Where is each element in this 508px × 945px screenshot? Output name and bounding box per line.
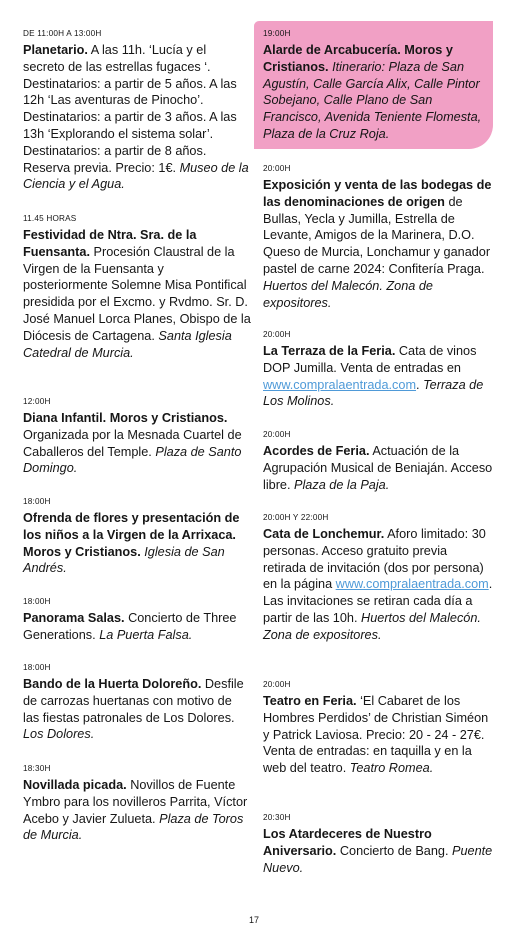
- ticket-link[interactable]: www.compralaentrada.com: [263, 377, 417, 392]
- event-desc: [263, 443, 493, 493]
- event-place: Terraza de Los Molinos.: [263, 377, 484, 409]
- event-time: 20:00H: [263, 430, 291, 439]
- event-atardeceres: [263, 813, 493, 876]
- event-body: de Bullas, Yecla y Jumilla, Estrella de Levante, Amigos de la Marinera, D.O. Queso de Murcia, Lonchamur y ganador pastel de carne 2024: Confitería Praga.: [263, 194, 491, 276]
- event-time: 20:30H: [263, 813, 291, 822]
- event-place: Museo de la Ciencia y el Agua.: [23, 160, 249, 192]
- event-body: Cata de vinos DOP Jumilla. Venta de entradas en: [263, 344, 477, 375]
- event-desc: [263, 693, 493, 777]
- event-time: 11.45 HORAS: [23, 214, 77, 223]
- event-desc: [23, 510, 251, 577]
- event-body: Aforo limitado: 30 personas. Acceso gratuito previa retirada de invitación (dos por persona) en la página: [263, 527, 486, 592]
- event-place: Huertos del Malecón. Zona de expositores.: [263, 610, 481, 642]
- event-time: DE 11:00H A 13:00H: [23, 29, 102, 38]
- event-time: 18:00H: [23, 597, 51, 606]
- page-number: 17: [248, 915, 259, 925]
- event-title: Cata de Lonchemur.: [263, 527, 385, 541]
- event-body: Desfile de carrozas huertanas con motivo de las fiestas patronales de Los Dolores.: [23, 677, 244, 725]
- event-desc: [263, 343, 493, 410]
- event-time: 18:30H: [23, 764, 51, 773]
- event-body: Procesión Claustral de la Virgen de la Fuensanta y posteriormente Solemne Misa Pontifical presidida por el Excmo. y Rvdmo. Sr. D. José Manuel Lorca Planes, Obispo de la Diócesis de Cartagena.: [23, 244, 251, 343]
- event-body: A las 11h. ‘Lucía y el secreto de las estrellas fugaces ‘. Destinatarios: a partir de 5 años. A las 12h ‘Las aventuras de Pinocho’. Destinatarios: a partir de 3 años. A las 13h ‘Explorando el sistema solar’. Destinatarios: a partir de 8 años. Reserva previa. Precio: 1€.: [23, 43, 237, 175]
- event-alarde-arcabuceria: [263, 29, 493, 143]
- event-panorama-salas: [23, 597, 251, 644]
- event-place: Plaza de Santo Domingo.: [23, 444, 242, 476]
- event-place: La Puerta Falsa.: [99, 627, 193, 642]
- event-title: Bando de la Huerta Doloreño.: [23, 677, 202, 691]
- event-desc: [23, 410, 251, 477]
- event-desc: [23, 610, 251, 644]
- ticket-link[interactable]: www.compralaentrada.com: [335, 577, 489, 592]
- event-place: Puente Nuevo.: [263, 843, 493, 875]
- event-body: Concierto de Bang.: [339, 843, 449, 858]
- event-desc: [263, 826, 493, 876]
- event-title: Novillada picada.: [23, 778, 127, 792]
- event-title: Festividad de Ntra. Sra. de la Fuensanta.: [23, 228, 197, 259]
- event-place: Plaza de la Paja.: [294, 477, 390, 492]
- event-title: La Terraza de la Feria.: [263, 344, 396, 358]
- event-ofrenda: [23, 497, 251, 577]
- event-fuensanta: [23, 214, 251, 361]
- event-time: 20:00H Y 22:00H: [263, 513, 329, 522]
- event-body-after-link: .: [416, 377, 420, 392]
- event-place: Los Dolores.: [23, 727, 95, 742]
- event-body: Novillos de Fuente Ymbro para los novilleros Parrita, Víctor Acebo y Javier Zulueta.: [23, 778, 248, 826]
- event-title: Diana Infantil. Moros y Cristianos.: [23, 411, 228, 425]
- event-desc: [263, 177, 493, 311]
- event-title: Exposición y venta de las bodegas de las denominaciones de origen: [263, 178, 492, 209]
- event-place: Plaza de Toros de Murcia.: [23, 811, 244, 843]
- event-title: Ofrenda de flores y presentación de los niños a la Virgen de la Arrixaca. Moros y Cristianos.: [23, 511, 240, 559]
- event-novillada: [23, 764, 251, 844]
- event-desc: [263, 526, 493, 644]
- event-title: Acordes de Feria.: [263, 444, 370, 458]
- event-desc: [23, 42, 251, 193]
- event-desc: [23, 227, 251, 361]
- event-diana-infantil: [23, 397, 251, 477]
- event-bando-huerta: [23, 663, 251, 743]
- event-title: Panorama Salas.: [23, 611, 125, 625]
- event-time: 18:00H: [23, 497, 51, 506]
- event-title: Planetario.: [23, 43, 88, 57]
- event-body: Actuación de la Agrupación Musical de Beniaján. Acceso libre.: [263, 444, 493, 492]
- event-body: ‘El Cabaret de los Hombres Perdidos’ de Christian Siméon y Patrick Laviosa. Precio: 20 - 24 - 27€. Venta de entradas: en taquilla y en la web del teatro.: [263, 694, 489, 776]
- event-desc: [23, 676, 251, 743]
- event-time: 20:00H: [263, 680, 291, 689]
- event-place: Iglesia de San Andrés.: [23, 544, 225, 576]
- event-place: Itinerario: Plaza de San Agustín, Calle García Alix, Calle Pintor Sobejano, Calle Plano de San Francisco, Avenida Teniente Flomesta, Plaza de la Cruz Roja.: [263, 59, 482, 141]
- event-time: 20:00H: [263, 330, 291, 339]
- event-time: 12:00H: [23, 397, 51, 406]
- event-place: Huertos del Malecón. Zona de expositores.: [263, 278, 433, 310]
- event-time: 18:00H: [23, 663, 51, 672]
- event-title: Teatro en Feria.: [263, 694, 357, 708]
- event-desc: [23, 777, 251, 844]
- event-place: Teatro Romea.: [349, 761, 434, 776]
- event-planetario: [23, 29, 251, 193]
- event-body: Organizada por la Mesnada Cuartel de Caballeros del Temple.: [23, 427, 242, 459]
- event-exposicion-bodegas: [263, 164, 493, 311]
- event-acordes-feria: [263, 430, 493, 493]
- event-title: Alarde de Arcabucería. Moros y Cristianos.: [263, 43, 453, 74]
- event-place: Santa Iglesia Catedral de Murcia.: [23, 328, 232, 360]
- event-body-after-link: . Las invitaciones se retiran cada día a partir de las 10h.: [263, 577, 493, 625]
- event-title: Los Atardeceres de Nuestro Aniversario.: [263, 827, 432, 858]
- event-time: 20:00H: [263, 164, 291, 173]
- event-time: 19:00H: [263, 29, 291, 38]
- event-terraza-feria: [263, 330, 493, 410]
- event-cata-lonchemur: [263, 513, 493, 644]
- event-body: Concierto de Three Generations.: [23, 611, 237, 642]
- event-teatro-feria: [263, 680, 493, 777]
- event-desc: [263, 42, 493, 143]
